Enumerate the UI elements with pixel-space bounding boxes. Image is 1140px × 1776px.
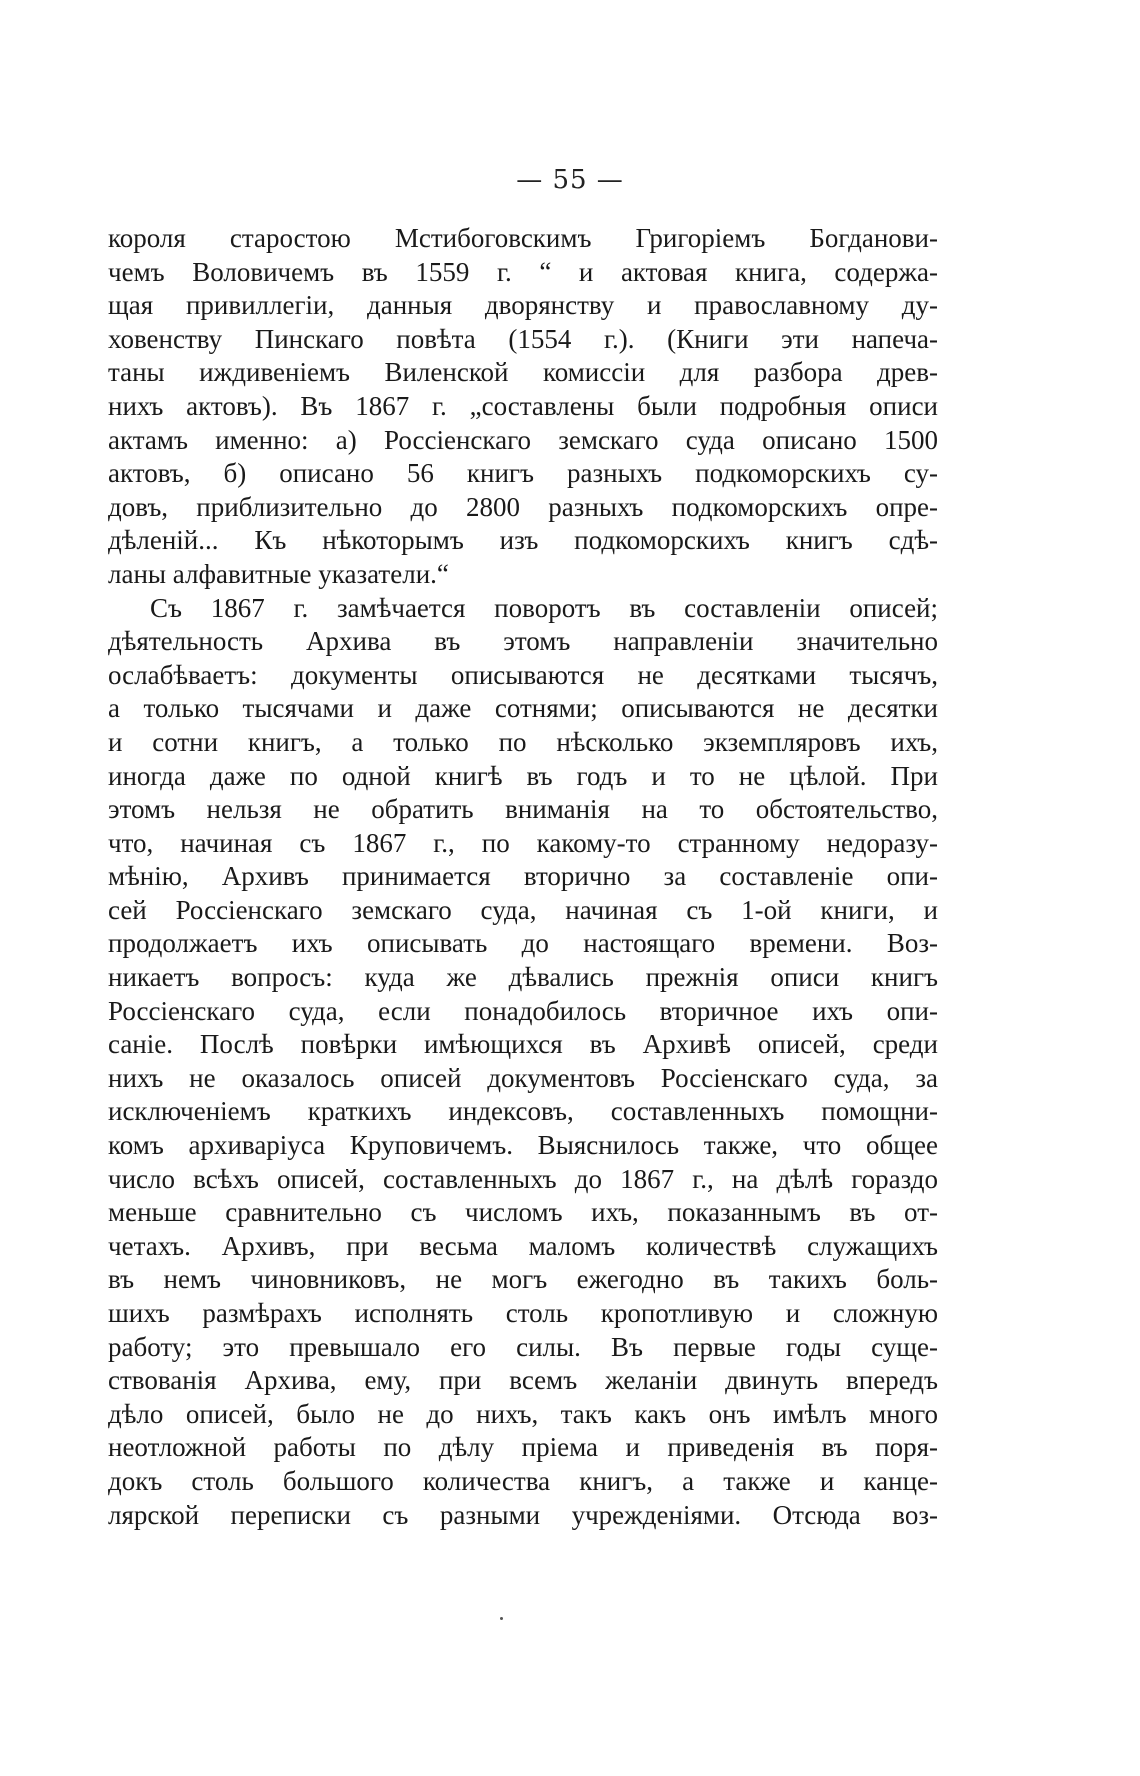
text-line: актамъ именно: а) Россіенскаго земскаго суда описано 1500 bbox=[108, 424, 938, 455]
text-line: короля старостою Мстибоговскимъ Григоріемъ Богданови- bbox=[108, 223, 938, 253]
text-line: таны иждивеніемъ Виленской комиссіи для разбора древ- bbox=[108, 357, 938, 388]
text-line: дѣятельность Архива въ этомъ направленіи значительно bbox=[108, 626, 938, 657]
text-line: ослабѣваетъ: документы описываются не десятками тысячъ, bbox=[108, 659, 938, 690]
text-line: этомъ нельзя не обратить вниманія на то обстоятельство, bbox=[108, 794, 938, 825]
text-line: комъ архиваріуса Круповичемъ. Выяснилось также, что общее bbox=[108, 1130, 938, 1161]
text-line: Россіенскаго суда, если понадобилось вторичное ихъ опи- bbox=[108, 995, 938, 1026]
text-line: число всѣхъ описей, составленныхъ до 1867 г., на дѣлѣ гораздо bbox=[108, 1163, 938, 1194]
text-line: продолжаетъ ихъ описывать до настоящаго времени. Воз- bbox=[108, 928, 938, 959]
text-line: нихъ актовъ). Въ 1867 г. „составлены были подробныя описи bbox=[108, 390, 938, 421]
text-line: ствованія Архива, ему, при всемъ желаніи двинуть впередъ bbox=[108, 1365, 938, 1396]
text-line: лярской переписки съ разными учрежденіями. Отсюда воз- bbox=[108, 1499, 938, 1530]
text-line: довъ, приблизительно до 2800 разныхъ подкоморскихъ опре- bbox=[108, 491, 938, 522]
text-line: саніе. Послѣ повѣрки имѣющихся въ Архивѣ описей, среди bbox=[108, 1029, 938, 1060]
text-line: шихъ размѣрахъ исполнять столь кропотливую и сложную bbox=[108, 1298, 938, 1328]
text-line: дѣленій... Къ нѣкоторымъ изъ подкоморскихъ книгъ сдѣ- bbox=[108, 525, 938, 556]
text-line: неотложной работы по дѣлу пріема и приведенія въ поря- bbox=[108, 1432, 938, 1463]
text-line: чемъ Воловичемъ въ 1559 г. “ и актовая книга, содержа- bbox=[108, 256, 938, 287]
text-line: а только тысячами и даже сотнями; описываются не десятки bbox=[108, 693, 938, 724]
text-line: ланы алфавитные указатели.“ bbox=[108, 558, 449, 589]
text-line: никаетъ вопросъ: куда же дѣвались прежнія описи книгъ bbox=[108, 962, 938, 993]
text-line: Съ 1867 г. замѣчается поворотъ въ составленіи описей; bbox=[150, 592, 938, 623]
text-line: меньше сравнительно съ числомъ ихъ, показаннымъ въ от- bbox=[108, 1197, 938, 1228]
ink-speck bbox=[500, 1617, 503, 1620]
text-line: актовъ, б) описано 56 книгъ разныхъ подкоморскихъ су- bbox=[108, 458, 938, 489]
text-line: щая привиллегіи, данныя дворянству и православному ду- bbox=[108, 290, 938, 321]
page-number: — 55 — bbox=[516, 165, 624, 195]
text-line: работу; это превышало его силы. Въ первые годы суще- bbox=[108, 1331, 938, 1362]
text-line: въ немъ чиновниковъ, не могъ ежегодно въ такихъ боль- bbox=[108, 1264, 938, 1295]
text-line: исключеніемъ краткихъ индексовъ, составленныхъ помощни- bbox=[108, 1096, 938, 1127]
text-line: иногда даже по одной книгѣ въ годъ и то не цѣлой. При bbox=[108, 760, 938, 791]
text-line: дѣло описей, было не до нихъ, такъ какъ онъ имѣлъ много bbox=[108, 1398, 938, 1429]
text-line: ховенству Пинскаго повѣта (1554 г.). (Книги эти напеча- bbox=[108, 323, 938, 354]
text-line: докъ столь большого количества книгъ, а также и канце- bbox=[108, 1465, 938, 1496]
text-line: сей Россіенскаго земскаго суда, начиная съ 1-ой книги, и bbox=[108, 894, 938, 925]
body-text bbox=[108, 222, 938, 1532]
text-line: нихъ не оказалось описей документовъ Россіенскаго суда, за bbox=[108, 1062, 938, 1093]
text-line: четахъ. Архивъ, при весьма маломъ количествѣ служащихъ bbox=[108, 1230, 938, 1261]
text-line: и сотни книгъ, а только по нѣсколько экземпляровъ ихъ, bbox=[108, 726, 938, 757]
text-line: мѣнію, Архивъ принимается вторично за составленіе опи- bbox=[108, 861, 938, 892]
text-line: что, начиная съ 1867 г., по какому-то странному недоразу- bbox=[108, 827, 938, 858]
